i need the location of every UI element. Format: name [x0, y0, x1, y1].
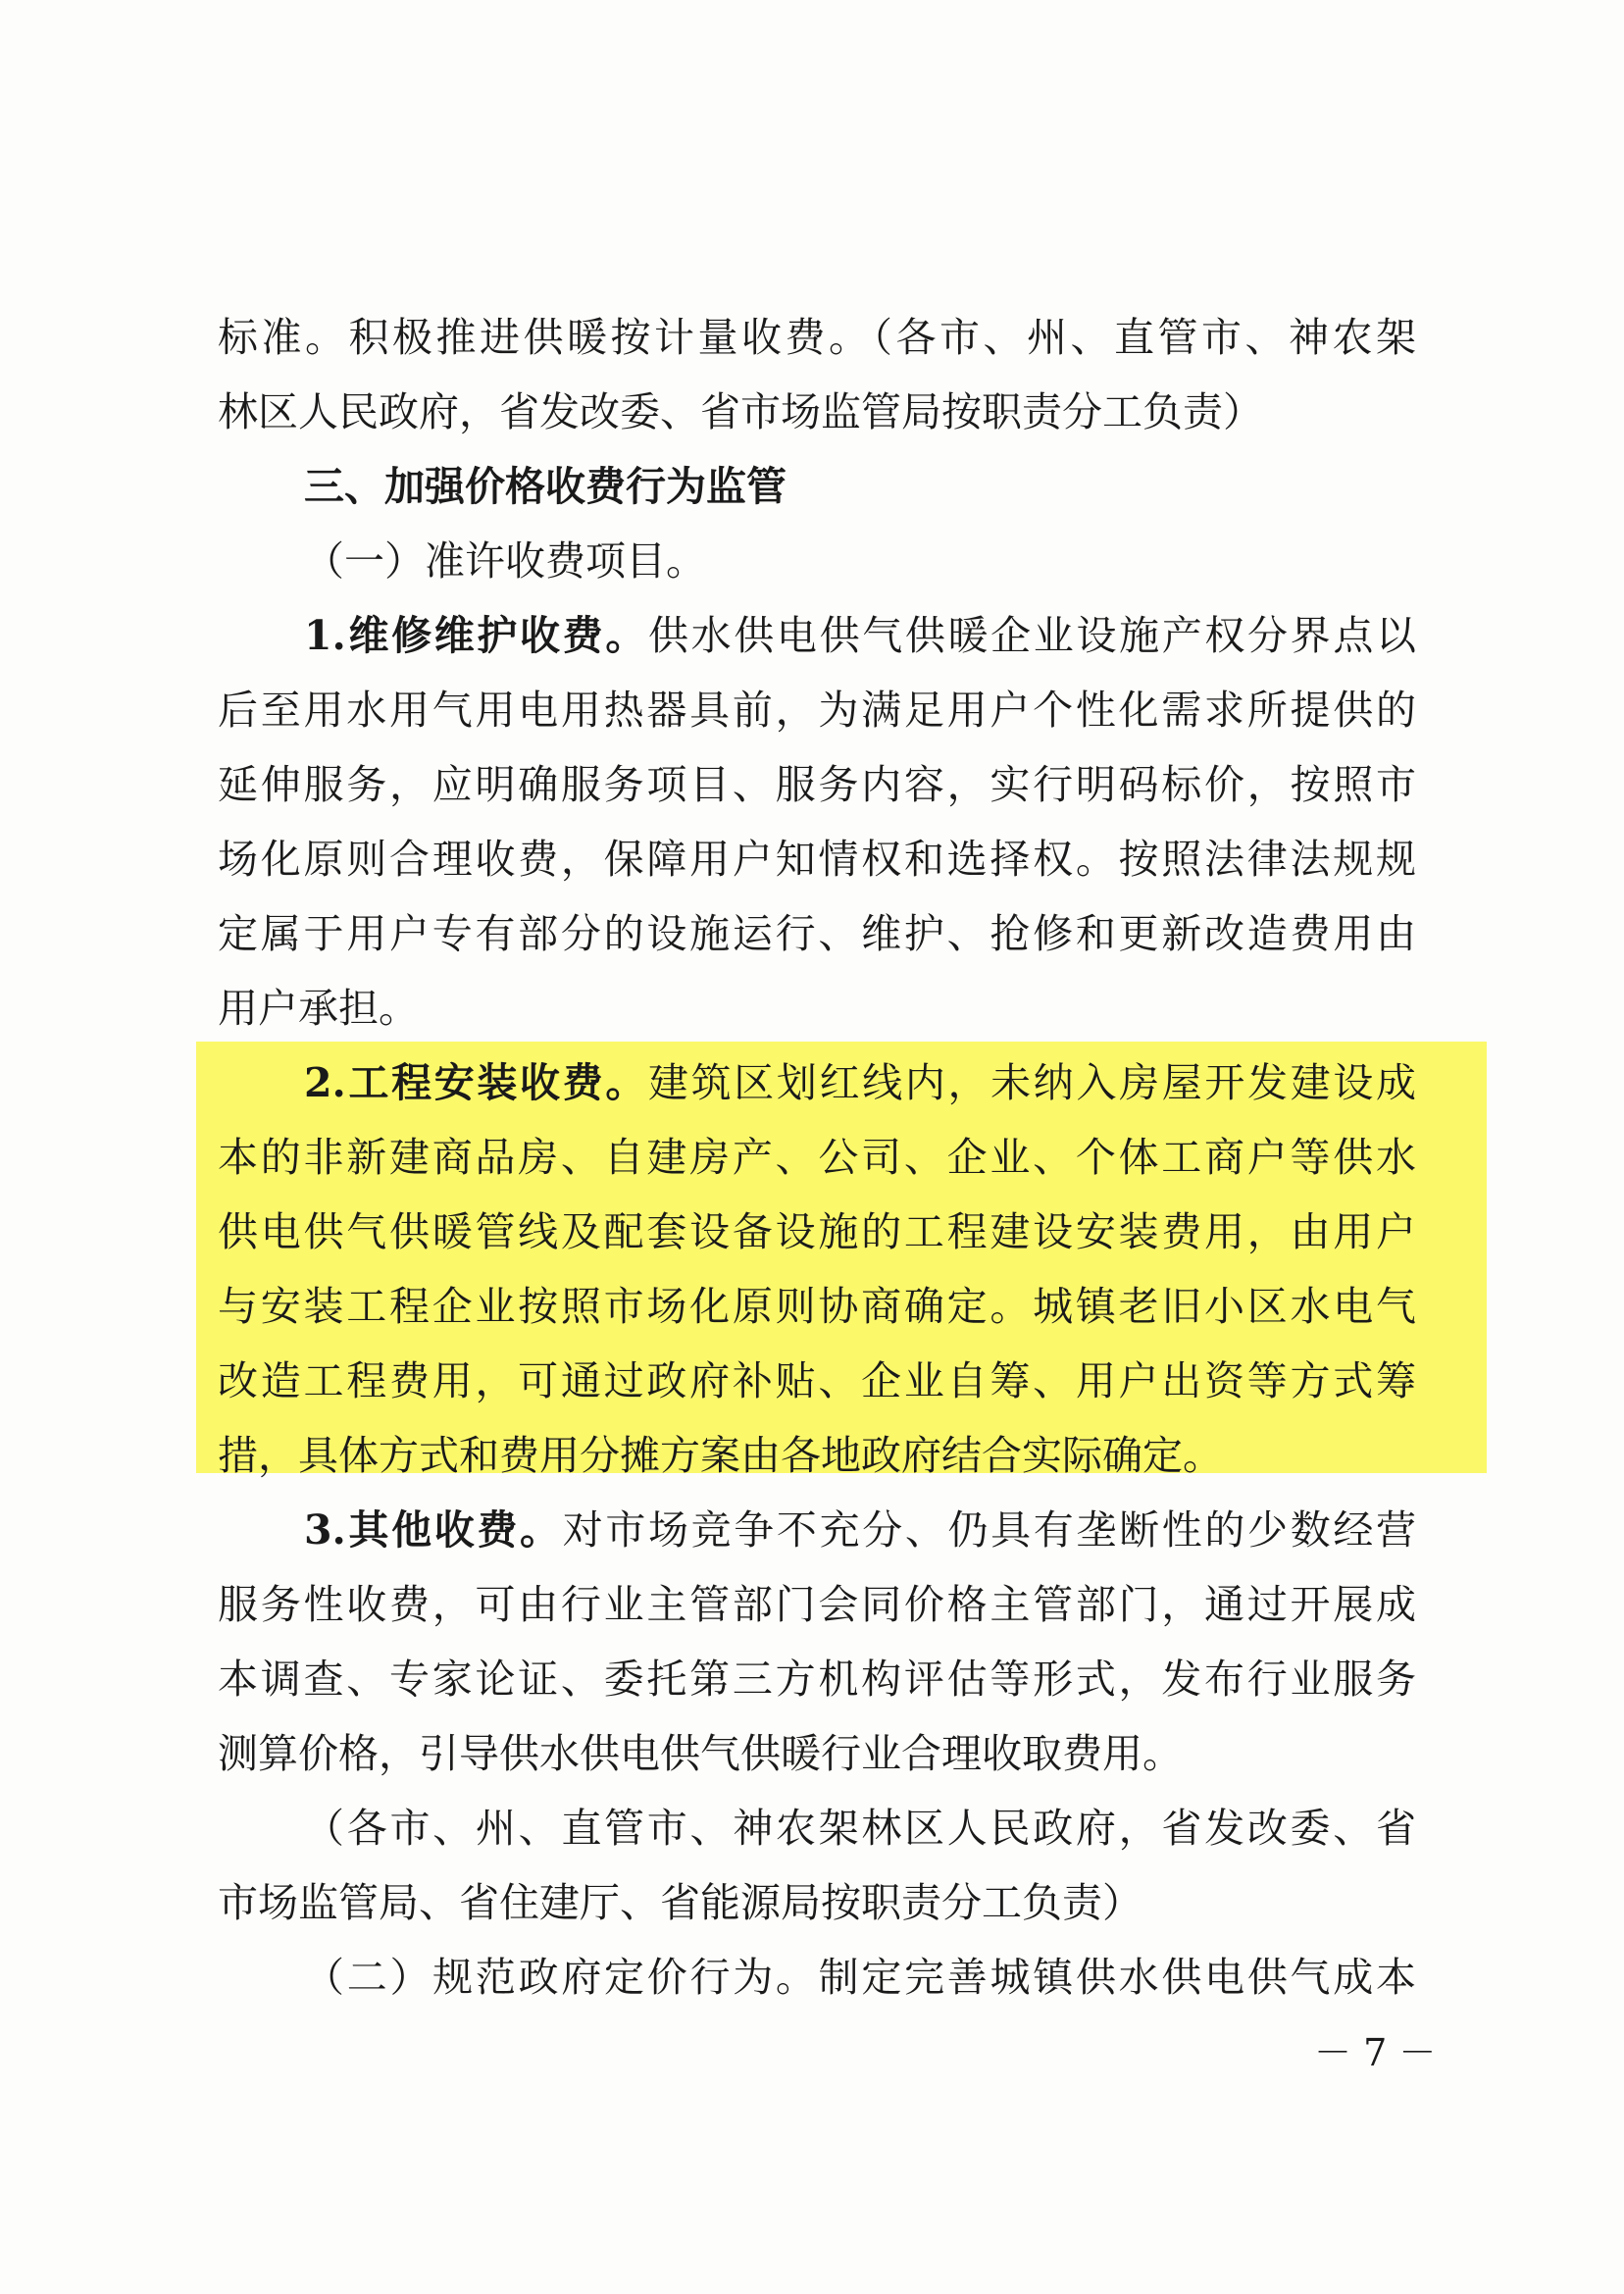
- item-title: 2.工程安装收费。: [304, 1059, 648, 1106]
- paragraph-start: [304, 1499, 1416, 1561]
- text-line: 林区人民政府，省发改委、省市场监管局按职责分工负责）: [218, 388, 1263, 435]
- text-line: 本的非新建商品房、自建房产、公司、企业、个体工商户等供水: [218, 1134, 1416, 1181]
- text-line: （二）规范政府定价行为。制定完善城镇供水供电供气成本: [304, 1954, 1416, 2001]
- subsection-heading: （一）准许收费项目。: [304, 537, 706, 585]
- section-heading: 三、加强价格收费行为监管: [304, 463, 787, 510]
- text-line: 定属于用户专有部分的设施运行、维护、抢修和更新改造费用由: [218, 910, 1416, 957]
- text-line: 延伸服务，应明确服务项目、服务内容，实行明码标价，按照市: [218, 761, 1416, 808]
- paragraph-start: [304, 604, 1416, 667]
- text-line: 服务性收费，可由行业主管部门会同价格主管部门，通过开展成: [218, 1581, 1416, 1628]
- text-line: 标准。积极推进供暖按计量收费。（各市、州、直管市、神农架: [218, 314, 1416, 361]
- text-line: 市场监管局、省住建厅、省能源局按职责分工负责）: [218, 1879, 1142, 1926]
- text-line: 措，具体方式和费用分摊方案由各地政府结合实际确定。: [218, 1432, 1223, 1479]
- text-line: 测算价格，引导供水供电供气供暖行业合理收取费用。: [218, 1730, 1183, 1777]
- item-title: 3.其他收费。: [304, 1506, 563, 1554]
- text-line: 后至用水用气用电用热器具前，为满足用户个性化需求所提供的: [218, 687, 1416, 734]
- item-text: 建筑区划红线内，未纳入房屋开发建设成: [647, 1059, 1416, 1106]
- item-title: 1.维修维护收费。: [304, 612, 648, 659]
- item-text: 对市场竞争不充分、仍具有垄断性的少数经营: [562, 1506, 1416, 1554]
- paragraph-start: [304, 1051, 1416, 1114]
- text-line: 本调查、专家论证、委托第三方机构评估等形式，发布行业服务: [218, 1656, 1416, 1703]
- text-line: 用户承担。: [218, 985, 419, 1032]
- text-line: 改造工程费用，可通过政府补贴、企业自筹、用户出资等方式筹: [218, 1357, 1416, 1404]
- text-line: 供电供气供暖管线及配套设备设施的工程建设安装费用，由用户: [218, 1208, 1416, 1255]
- page-number: － 7 －: [1314, 2031, 1437, 2074]
- text-line: 场化原则合理收费，保障用户知情权和选择权。按照法律法规规: [218, 836, 1416, 883]
- item-text: 供水供电供气供暖企业设施产权分界点以: [647, 612, 1416, 659]
- text-line: （各市、州、直管市、神农架林区人民政府，省发改委、省: [304, 1805, 1416, 1852]
- text-line: 与安装工程企业按照市场化原则协商确定。城镇老旧小区水电气: [218, 1283, 1416, 1330]
